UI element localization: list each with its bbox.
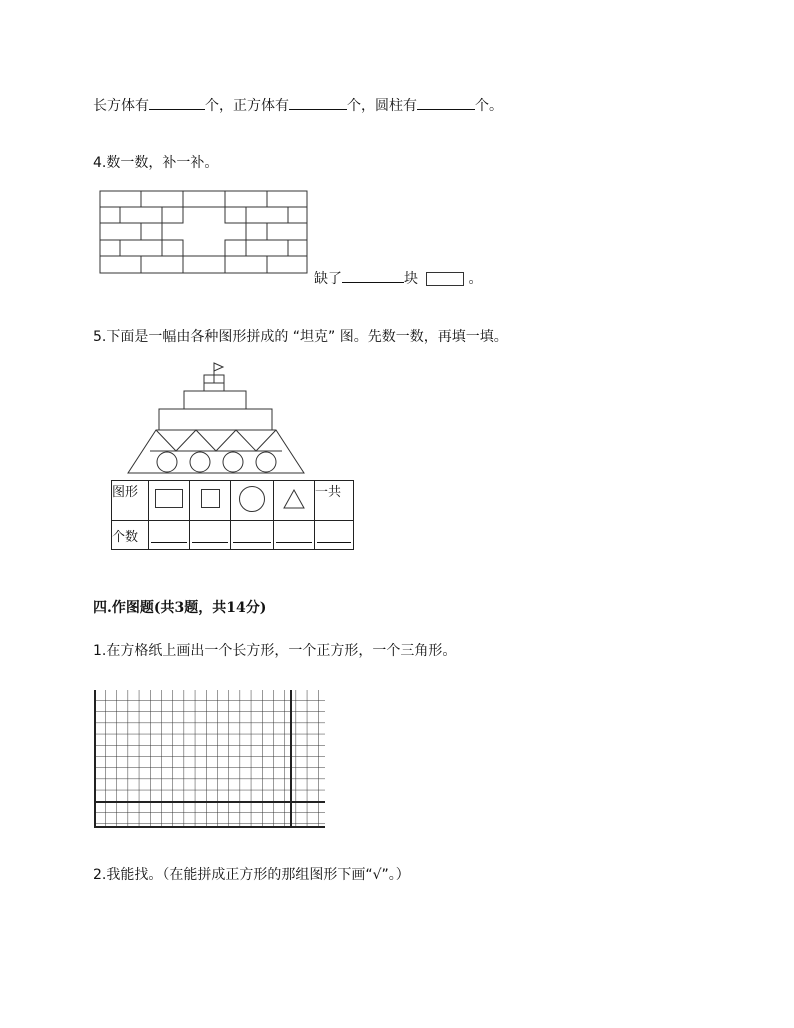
missing-bricks-hole [162,207,246,256]
tank-figure [126,361,316,476]
cylinder-count-blank[interactable] [417,97,475,110]
shape-count-table [111,480,354,550]
q5-title: 5.下面是一幅由各种图形拼成的 “坦克” 图。先数一数，再填一填。 [93,329,508,345]
rectangle-icon [155,489,183,508]
missing-count-blank[interactable] [342,270,404,283]
q3-text-4: 个。 [475,98,503,114]
square-icon [201,489,220,508]
row1-header: 图形 [112,481,149,521]
circle-cell [231,481,274,521]
triangle-count-blank[interactable] [276,542,312,543]
circle-count-blank[interactable] [233,542,271,543]
row2-header: 个数 [112,521,149,550]
square-count-blank[interactable] [192,542,228,543]
triangle-count-cell[interactable] [274,521,315,550]
circle-icon [239,486,265,512]
brick-wall-figure [99,190,311,276]
rectangle-cell [149,481,190,521]
total-count-blank[interactable] [317,542,351,543]
section4-q2: 2.我能找。（在能拼成正方形的那组图形下画“√”。） [93,867,410,883]
section4-heading: 四.作图题(共3题，共14分) [93,600,267,616]
triangle-icon [283,489,305,509]
missing-label: 缺了 [314,271,342,287]
section4-q1: 1.在方格纸上画出一个长方形，一个正方形，一个三角形。 [93,643,457,659]
q4-title: 4.数一数，补一补。 [93,155,219,171]
total-header: 一共 [315,481,354,521]
cuboid-count-blank[interactable] [149,97,205,110]
total-count-cell[interactable] [315,521,354,550]
q3-text-2: 个，正方体有 [205,98,289,114]
period: 。 [468,271,483,287]
brick-unit-label: 块 [404,271,418,287]
circle-count-cell[interactable] [231,521,274,550]
q3-line [93,95,503,115]
brick-icon [426,272,464,286]
rectangle-count-cell[interactable] [149,521,190,550]
grid-paper[interactable] [94,689,326,831]
q3-text-3: 个，圆柱有 [347,98,417,114]
cube-count-blank[interactable] [289,97,347,110]
square-cell [190,481,231,521]
q4-answer-line [314,268,482,288]
triangle-cell [274,481,315,521]
q3-text-1: 长方体有 [93,98,149,114]
rectangle-count-blank[interactable] [151,542,187,543]
square-count-cell[interactable] [190,521,231,550]
